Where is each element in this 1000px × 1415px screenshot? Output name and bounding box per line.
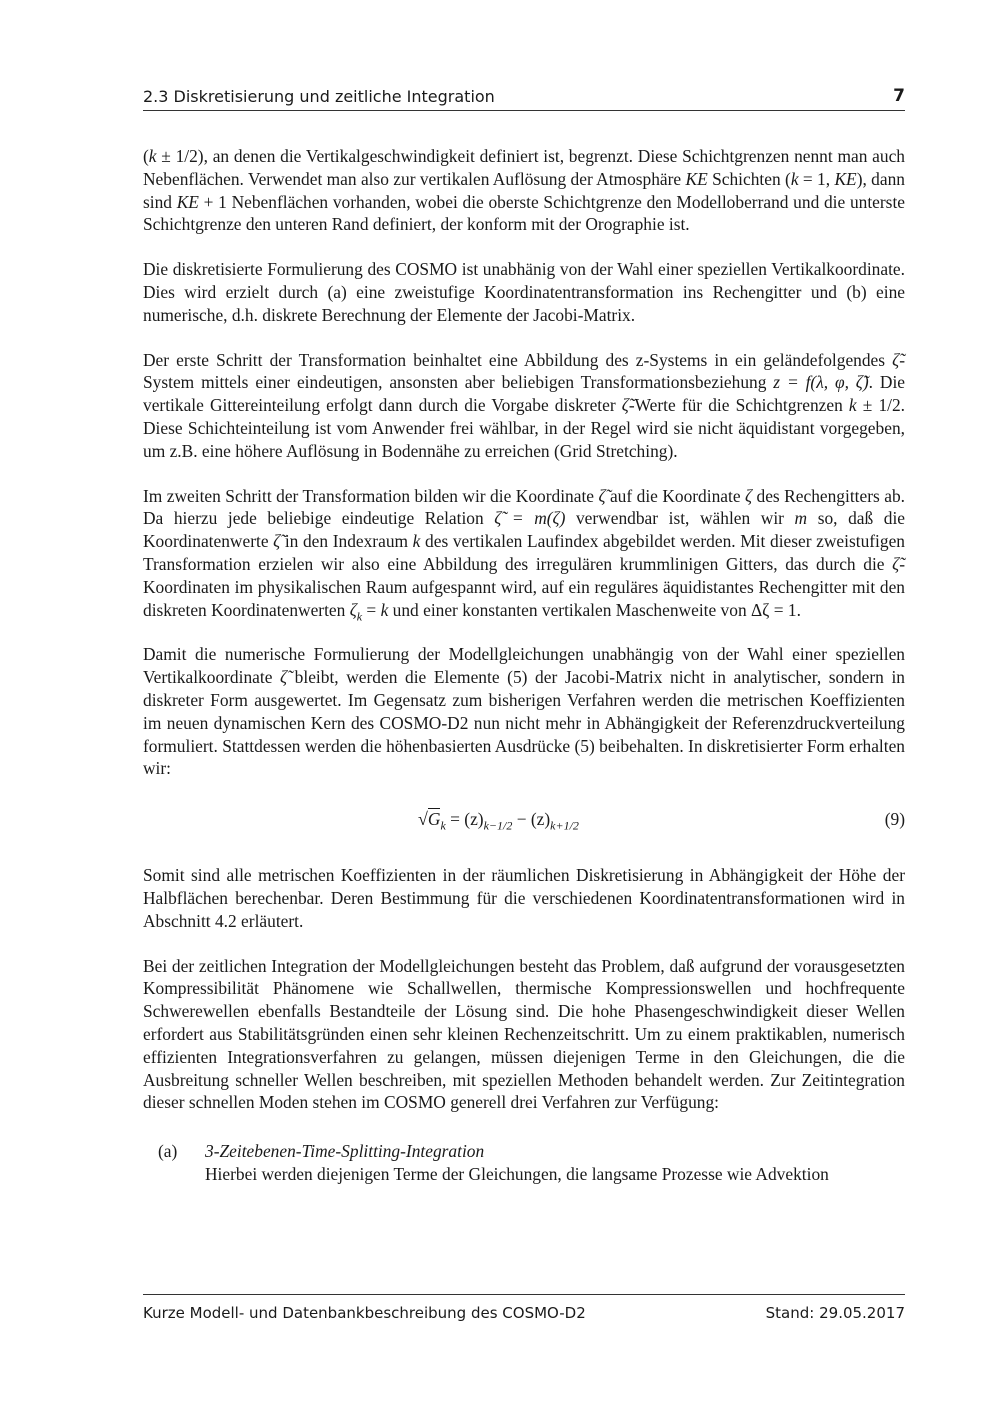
paragraph-1: (k ± 1/2), an denen die Vertikalgeschwindigkeit definiert ist, begrenzt. Diese Schichtgrenzen nennt man auch Nebenflächen. Verwendet man also zur vertikalen Auflösung der Atmosphäre KE Schichten (k = 1, KE), dann sind KE + 1 Nebenflächen vorhanden, wobei die oberste Schichtgrenze den Modelloberrand und die unterste Schichtgrenze den unteren Rand definiert, der konform mit der Orographie ist. [143,146,905,235]
list-item-label: (a) [158,1141,178,1162]
paragraph-4: Im zweiten Schritt der Transformation bilden wir die Koordinate ζ̃ auf die Koordinate ζ des Rechengitters ab. Da hierzu jede beliebige eindeutige Relation ζ̃ = m(ζ) verwendbar ist, wählen wir m so, daß die Koordinatenwerte ζ̃ in den Indexraum k des vertikalen Laufindex abgebildet werden. Mit dieser zweistufigen Transformation erzielen wir also eine Abbildung des irregulären krummlinigen Gitters, das durch die ζ̃-Koordinaten im physikalischen Raum aufgespannt wird, auf ein reguläres äquidistantes Rechengitter mit den diskreten Koordinatenwerten $\zeta_k = k$ und einer konstanten vertikalen Maschenweite von Δζ = 1. [143,485,906,624]
paragraph-3: Der erste Schritt der Transformation beinhaltet eine Abbildung des z-Systems in ein geländefolgendes ζ̃-System mittels einer eindeutigen, ansonsten aber beliebigen Transformationsbeziehung z = f(λ, φ, ζ̃). Die vertikale Gittereinteilung erfolgt dann durch die Vorgabe diskreter ζ̃-Werte für die Schichtgrenzen k ± 1/2. Diese Schichteinteilung ist vom Anwender frei wählbar, in der Regel wird sie nicht äquidistant vorgegeben, um z.B. eine höhere Auflösung in Bodennähe zu erreichen (Grid Stretching). [143,349,906,461]
list-item [143,1140,905,1186]
paragraph-7: Bei der zeitlichen Integration der Modellgleichungen besteht das Problem, daß aufgrund der vorausgesetzten Kompressibilität Phänomene wie Schallwellen, thermische Kompressionswellen und hochfrequente Schwerewellen ebenfalls Bestandteile der Lösung sind. Die hohe Phasengeschwindigkeit dieser Wellen erfordert aus Stabilitätsgründen einen sehr kleinen Rechenzeitschritt. Um zu einem praktikablen, numerisch effizienten Integrationsverfahren zu gelangen, müssen diejenigen Terme in den Gleichungen, die die Ausbreitung schneller Wellen beschreiben, mit speziellen Methoden behandelt werden. Zur Zeitintegration dieser schnellen Moden stehen im COSMO generell drei Verfahren zur Verfügung: [143,955,905,1113]
page-number: 7 [893,86,905,106]
equation-formula: $√G_k = (z)_{k-1/2} - (z)_{k+1/2}$ [418,809,579,833]
paragraph-6: Somit sind alle metrischen Koeffizienten in der räumlichen Diskretisierung in Abhängigkeit der Höhe der Halbflächen berechenbar. Deren Bestimmung für die verschiedenen Koordinatentransformationen wird in Abschnitt 4.2 erläutert. [143,865,905,931]
footer-title: Kurze Modell- und Datenbankbeschreibung des COSMO-D2 [143,1304,586,1322]
body-text [143,145,905,1186]
equation-9 [143,802,905,846]
list-item-text: Hierbei werden diejenigen Terme der Gleichungen, die langsame Prozesse wie Advektion [205,1163,829,1184]
running-footer [143,1294,905,1322]
paragraph-5: Damit die numerische Formulierung der Modellgleichungen unabhängig von der Wahl einer speziellen Vertikalkoordinate ζ̃ bleibt, werden die Elemente (5) der Jacobi-Matrix nicht in analytischer, sondern in diskreter Form ausgewertet. Im Gegensatz zum bisherigen Verfahren werden die metrischen Koeffizienten im neuen dynamischen Kern des COSMO-D2 nun nicht mehr in Abhängigkeit der Referenzdruckverteilung formuliert. Stattdessen werden die höhenbasierten Ausdrücke (5) beibehalten. In diskretisierter Form erhalten wir: [143,644,905,779]
footer-date: Stand: 29.05.2017 [765,1304,905,1322]
equation-number: (9) [884,809,905,830]
paragraph-2: Die diskretisierte Formulierung des COSMO ist unabhänig von der Wahl einer speziellen Vertikalkoordinate. Dies wird erzielt durch (a) eine zweistufige Koordinatentransformation ins Rechengitter und (b) eine numerische, d.h. diskrete Berechnung der Elemente der Jacobi-Matrix. [143,259,905,325]
running-header [143,86,905,111]
method-list [143,1140,905,1186]
section-title: 2.3 Diskretisierung und zeitliche Integration [143,87,495,106]
list-item-title: 3-Zeitebenen-Time-Splitting-Integration [205,1141,485,1162]
